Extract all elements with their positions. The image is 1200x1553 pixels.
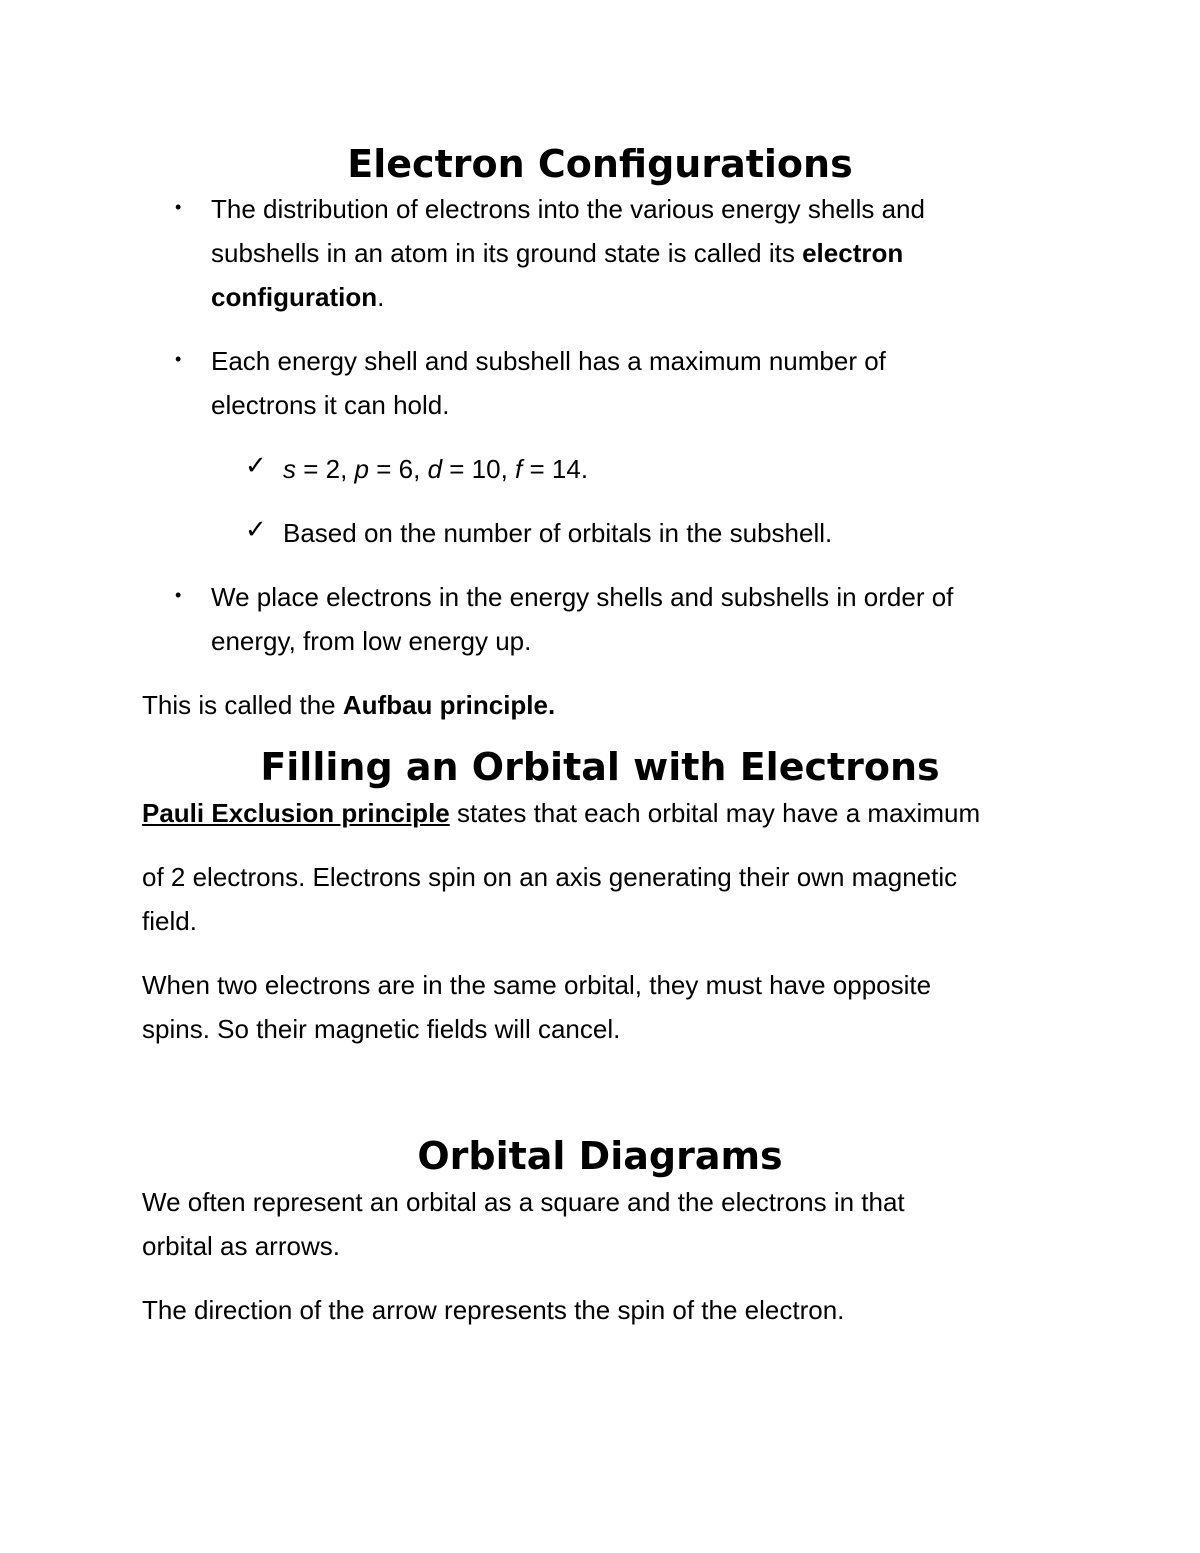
value-p: = 6, xyxy=(369,454,428,484)
checkmark-icon: ✓ xyxy=(245,450,267,480)
orbital-para1-line2: orbital as arrows. xyxy=(142,1231,340,1261)
term-pauli-exclusion: Pauli Exclusion principle xyxy=(142,798,450,828)
bullet-icon: • xyxy=(175,585,182,605)
para1-line1: of 2 electrons. Electrons spin on an axis generating their own magnetic xyxy=(142,862,958,892)
bullet1-line3 xyxy=(211,280,384,314)
check1-text xyxy=(283,452,588,486)
para1-line2: field. xyxy=(142,906,197,936)
pauli-line xyxy=(142,796,980,830)
bullet1-line3-end: . xyxy=(377,282,385,312)
term-electron: electron xyxy=(802,238,904,268)
orbital-para2: The direction of the arrow represents the spin of the electron. xyxy=(142,1295,845,1325)
bullet-icon: • xyxy=(175,197,182,217)
check2-text: Based on the number of orbitals in the subshell. xyxy=(283,518,833,548)
symbol-d: d xyxy=(427,454,443,484)
pauli-rest: states that each orbital may have a maximum xyxy=(449,798,981,828)
term-aufbau-principle: Aufbau principle. xyxy=(342,690,556,720)
aufbau-paragraph xyxy=(142,688,555,722)
value-d: = 10, xyxy=(442,454,516,484)
heading-orbital-diagrams: Orbital Diagrams xyxy=(417,1134,783,1178)
heading-filling-orbital: Filling an Orbital with Electrons xyxy=(260,745,940,789)
orbital-para1-line1: We often represent an orbital as a square and the electrons in that xyxy=(142,1187,905,1217)
value-s: = 2, xyxy=(296,454,355,484)
symbol-s: s xyxy=(283,454,296,484)
symbol-f: f xyxy=(515,454,523,484)
bullet2-line2: electrons it can hold. xyxy=(211,390,450,420)
heading-electron-configurations: Electron Configurations xyxy=(347,142,853,186)
aufbau-text: This is called the xyxy=(142,690,343,720)
symbol-p: p xyxy=(354,454,370,484)
bullet2-line1: Each energy shell and subshell has a maximum number of xyxy=(211,346,886,376)
para2-line2: spins. So their magnetic fields will cancel. xyxy=(142,1014,621,1044)
bullet3-line2: energy, from low energy up. xyxy=(211,626,532,656)
para2-line1: When two electrons are in the same orbital, they must have opposite xyxy=(142,970,932,1000)
bullet1-line1: The distribution of electrons into the various energy shells and xyxy=(211,194,925,224)
checkmark-icon: ✓ xyxy=(245,514,267,544)
bullet3-line1: We place electrons in the energy shells and subshells in order of xyxy=(211,582,954,612)
term-configuration: configuration xyxy=(211,282,378,312)
value-f: = 14. xyxy=(522,454,589,484)
bullet-icon: • xyxy=(175,349,182,369)
bullet1-line2 xyxy=(211,236,903,270)
bullet1-line2-text: subshells in an atom in its ground state is called its xyxy=(211,238,803,268)
